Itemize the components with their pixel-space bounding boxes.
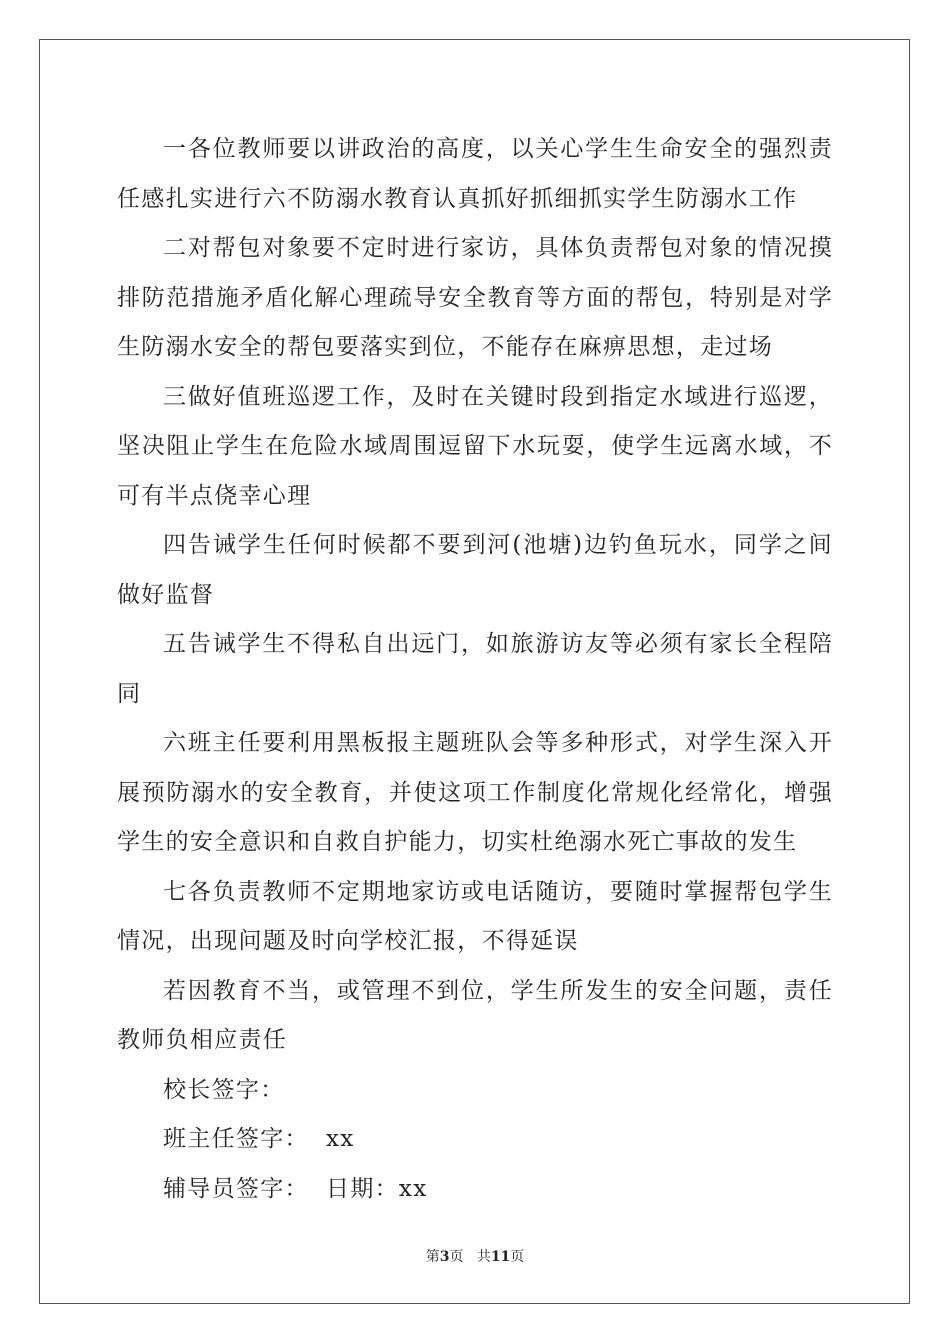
paragraph-7: 七各负责教师不定期地家访或电话随访，要随时掌握帮包学生情况，出现问题及时向学校汇报，不得延误 [117,878,833,954]
document-body [117,125,833,1214]
total-prefix: 共 [476,1249,491,1265]
page-suffix: 页 [449,1249,464,1265]
paragraph-5: 五告诫学生不得私自出远门，如旅游访友等必须有家长全程陪同 [117,631,833,707]
total-suffix: 页 [510,1249,525,1265]
signature-counselor-date: 辅导员签字： 日期：xx [163,1175,428,1202]
total-pages: 11 [490,1249,511,1265]
paragraph-4: 四告诫学生任何时候都不要到河(池塘)边钓鱼玩水，同学之间做好监督 [117,532,833,608]
page-prefix: 第 [425,1249,440,1265]
paragraph-8: 若因教育不当，或管理不到位，学生所发生的安全问题，责任教师负相应责任 [117,977,833,1053]
paragraph-6: 六班主任要利用黑板报主题班队会等多种形式，对学生深入开展预防溺水的安全教育，并使这项工作制度化常规化经常化，增强学生的安全意识和自救自护能力，切实杜绝溺水死亡事故的发生 [117,730,833,855]
paragraph-1: 一各位教师要以讲政治的高度，以关心学生生命安全的强烈责任感扎实进行六不防溺水教育认真抓好抓细抓实学生防溺水工作 [117,136,833,212]
paragraph-2: 二对帮包对象要不定时进行家访，具体负责帮包对象的情况摸排防范措施矛盾化解心理疏导安全教育等方面的帮包，特别是对学生防溺水安全的帮包要落实到位，不能存在麻痹思想，走过场 [117,235,833,360]
page-footer [0,1246,950,1266]
paragraph-3: 三做好值班巡逻工作，及时在关键时段到指定水域进行巡逻，坚决阻止学生在危险水域周围逗留下水玩耍，使学生远离水域，不可有半点侥幸心理 [117,383,833,509]
page-number: 3 [439,1249,450,1265]
signature-principal: 校长签字： [163,1076,285,1103]
signature-head-teacher: 班主任签字： xx [163,1126,355,1152]
